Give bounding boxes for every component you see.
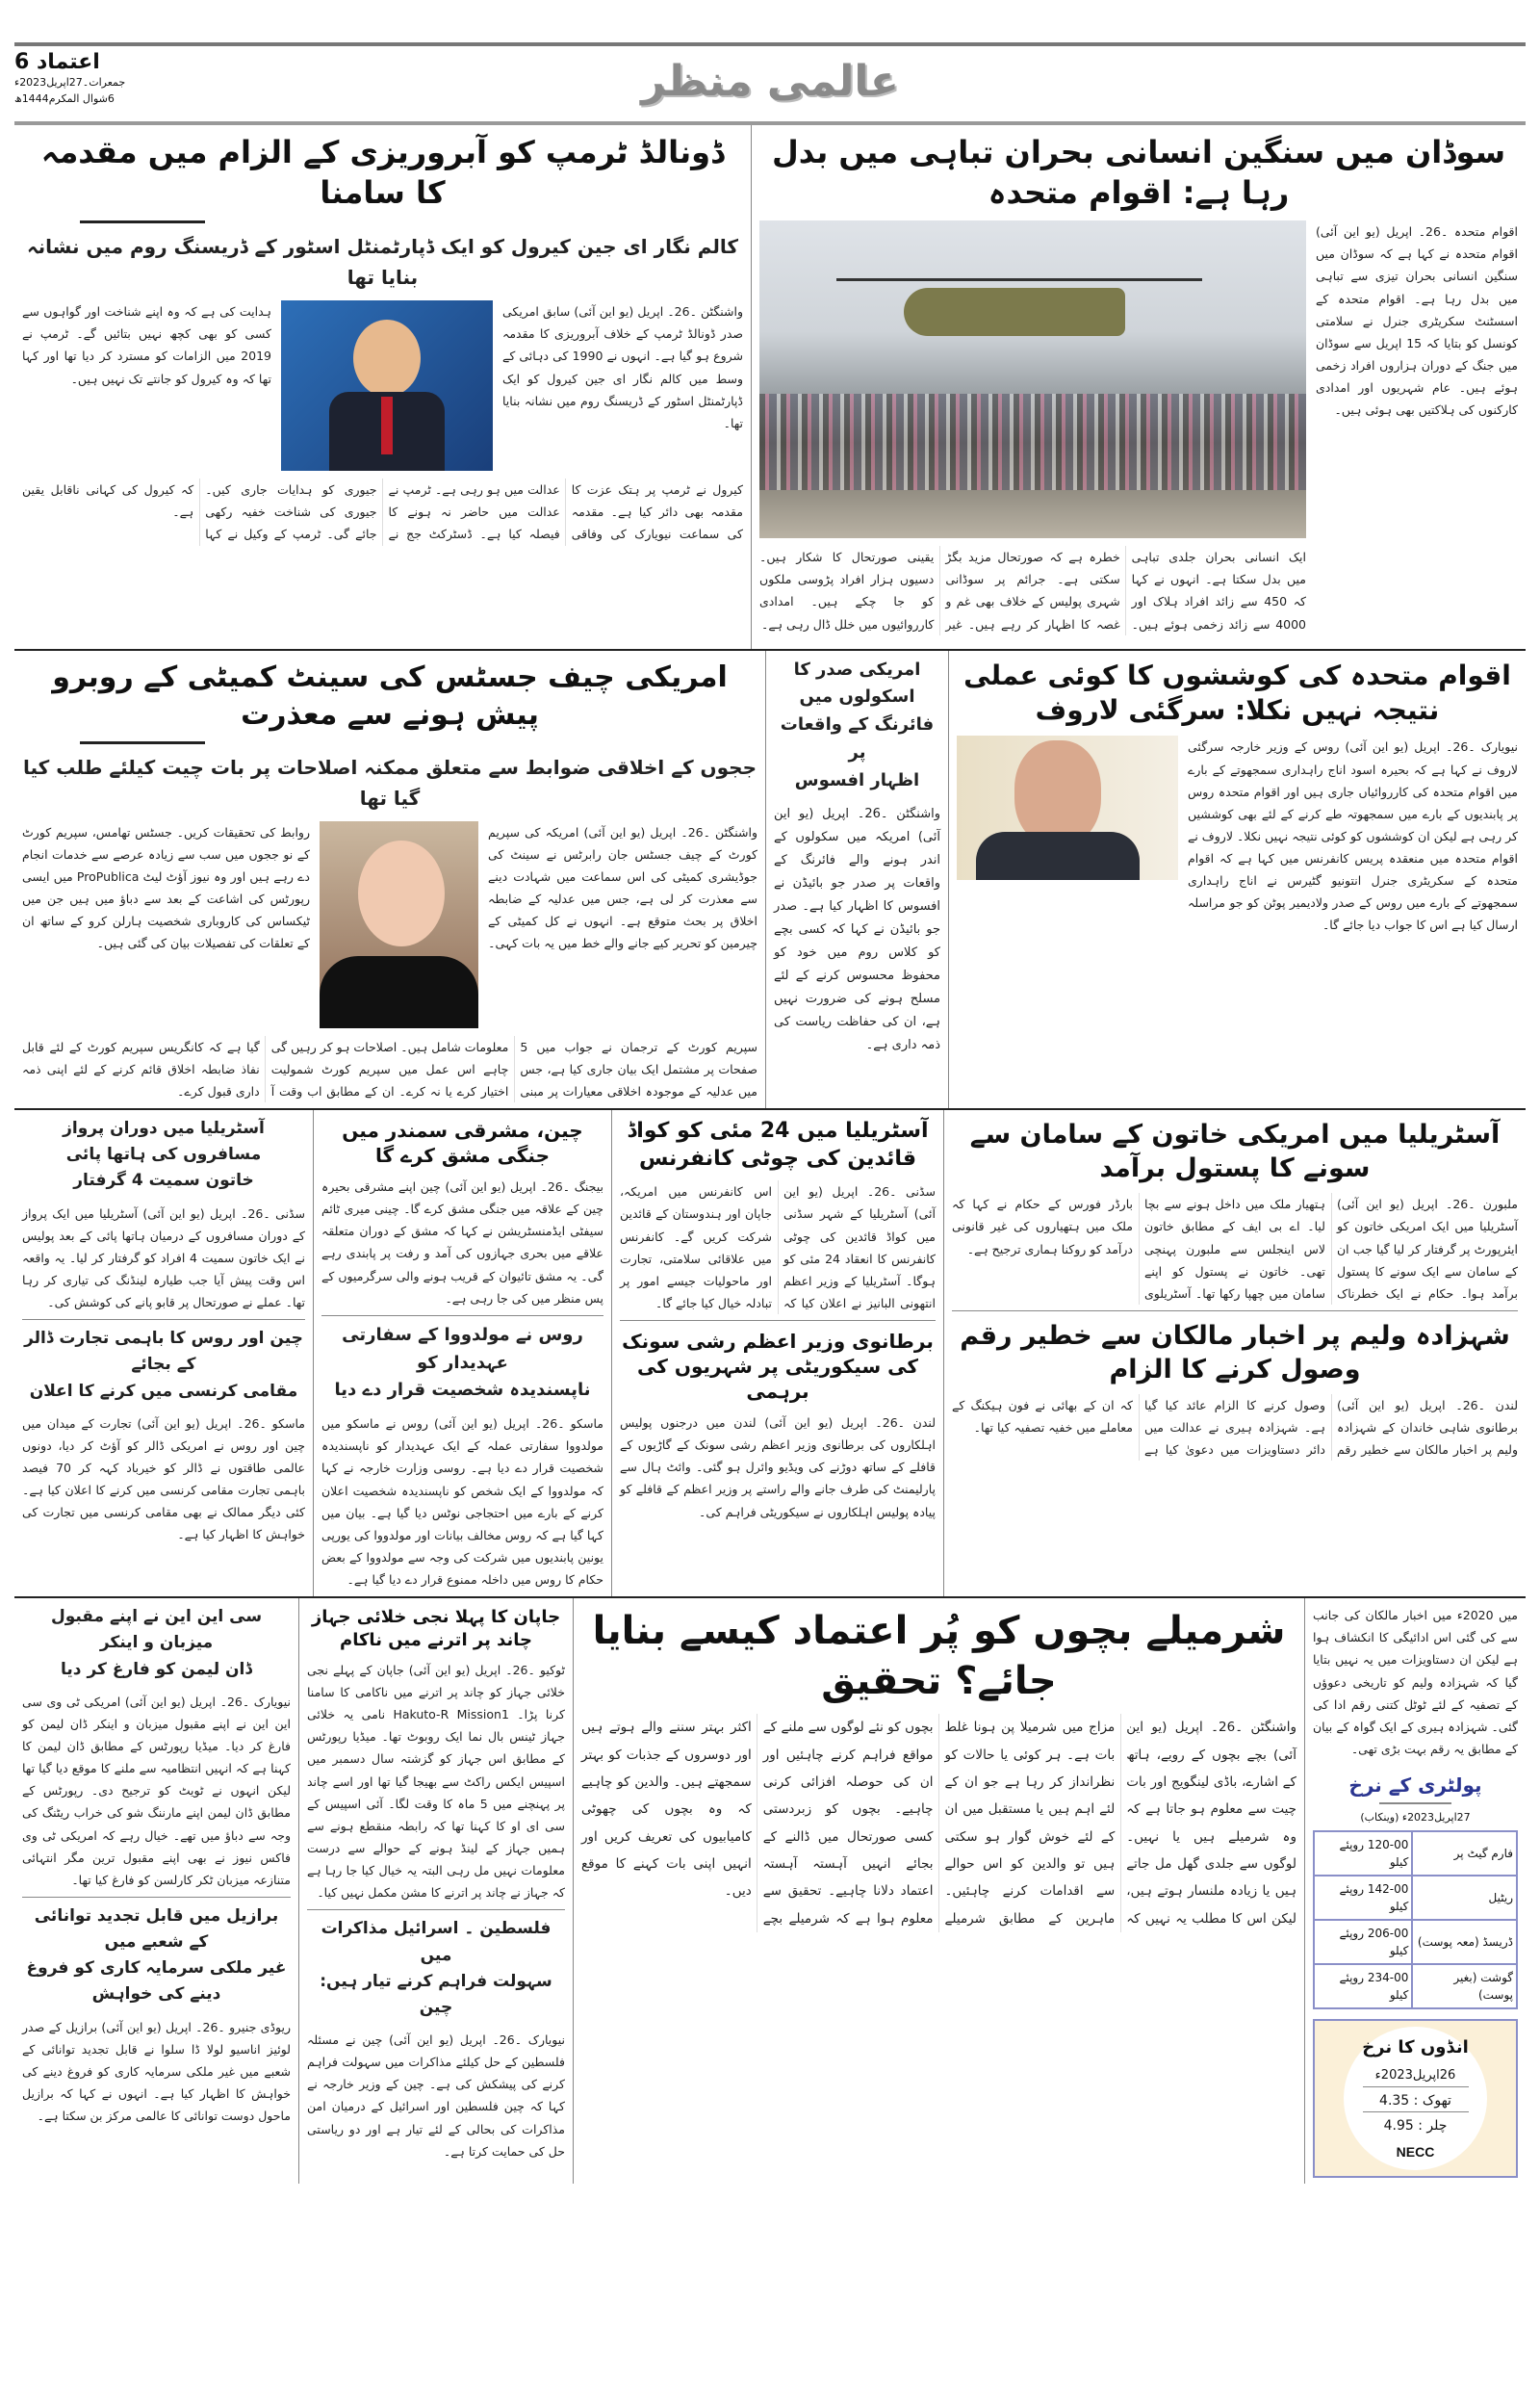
palestine-headline [307,1916,565,2021]
school-shooting-story [765,651,948,1108]
sudan-headline: سوڈان میں سنگین انسانی بحران تباہی میں بدل رہا ہے: اقوام متحدہ [771,134,1506,211]
paper-name: اعتماد [36,50,100,74]
shy-children-story [573,1598,1304,2184]
japan-moon-headline: جاپان کا پہلا نجی خلائی جہاز چاند پر اترنے میں ناکام [311,1607,561,1650]
sudan-body-side: اقوام متحدہ ۔26۔ اپریل (یو این آئی) اقوام متحدہ نے کہا ہے کہ سوڈان میں سنگین انسانی بحران تیزی سے تباہی میں بدل رہا ہے۔ اقوام متحدہ کے اسسٹنٹ سکریٹری جنرل نے سلامتی کونسل کو بتایا کہ 15 اپریل سے سوڈان میں جنگ کے دوران ہزاروں افراد زخمی ہوئے ہیں۔ عام شہریوں اور امدادی کارکنوں کی ہلاکتیں بھی ہوئی ہیں۔ [1316,224,1518,418]
brazil-headline [22,1903,291,2008]
japan-moon-story [307,1606,565,1903]
chief-justice-subhead: ججوں کے اخلاقی ضوابط سے متعلق ممکنہ اصلاحات پر بات چیت کیلئے طلب کیا گیا تھا [23,755,757,810]
retail-price: 4.95 [1383,2118,1414,2135]
row-top [14,125,1526,651]
trump-body-right: واشنگٹن ۔26۔ اپریل (یو این آئی) سابق امریکی صدر ڈونالڈ ٹرمپ کے خلاف آبروریزی کا مقدمہ شروع ہو گیا ہے۔ انہوں نے 1990 کی دہائی کے وسط میں کالم نگار ای جین کیرول کو ایک ڈپارٹمنٹل اسٹور کے ڈریسنگ روم میں نشانہ بنایا تھا۔ [502,304,743,430]
sudan-layout [759,220,1518,635]
palestine-body: نیویارک ۔26۔ اپریل (یو این آئی) چین نے مسئلہ فلسطین کے حل کیلئے مذاکرات میں سہولت فراہم کرنے کی پیشکش کی ہے۔ چین کے وزیر خارجہ نے کہا کہ چین فلسطین اور اسرائیل کے درمیان امن مذاکرات کی بحالی کے لئے تیار ہے اور دو ریاستی حل کی حمایت کرتا ہے۔ [307,2032,565,2159]
quad-sunak-column [611,1110,943,1596]
wholesale-rate: تھوک : 4.35 [1363,2091,1469,2112]
trump-story [14,125,751,649]
egg-rates-source: NECC [1396,2144,1435,2161]
headline-line: چین اور روس کا باہمی تجارت ڈالر کے بجائے [24,1329,303,1375]
gold-pistol-story [952,1118,1518,1305]
cnn-headline [22,1604,291,1683]
table-row [1315,1832,1516,1875]
lavrov-story [948,651,1526,1108]
sunak-body: لندن ۔26۔ اپریل (یو این آئی) لندن میں درجنوں پولیس اہلکاروں کی برطانوی وزیر اعظم رشی سونک کے گاڑیوں کے قافلے کے ساتھ دوڑنے کی ویڈیو وائرل ہو گئی۔ وائٹ ہال سے پارلیمنٹ کی طرف جانے والے راستے پر وزیر اعظم کے قافلے کو پیادہ پولیس اہلکاروں نے سیکوریٹی فراہم کی۔ [620,1415,937,1519]
masthead-left [14,50,178,107]
australia-flight-story [22,1116,305,1313]
poultry-rates-box [1313,1772,1518,2009]
price: 234-00 روپئے کیلو [1315,1965,1411,2007]
price: 142-00 روپئے کیلو [1315,1876,1411,1919]
sunak-story [620,1320,936,1523]
william-body: لندن ۔26۔ اپریل (یو این آئی) برطانوی شاہی خاندان کے شہزادہ ولیم پر اخبار مالکان سے خطیر رقم وصول کرنے کا الزام عائد کیا گیا ہے۔ شہزادہ ہیری نے عدالت میں دائر دستاویزات میں دعویٰ کیا ہے کہ ان کے بھائی نے فون ہیکنگ کے معاملے میں خفیہ تصفیہ کیا تھا۔ [952,1398,1518,1458]
chief-justice-body-right: واشنگٹن ۔26۔ اپریل (یو این آئی) امریکہ کی سپریم کورٹ کے چیف جسٹس جان رابرٹس نے سینٹ کی جوڈیشری کمیٹی کی اس سماعت میں شہادت دینے سے معذرت کر لی ہے، جس میں عدلیہ کے ضابطہ اخلاق پر بحث متوقع ہے۔ انہوں نے کل کمیٹی کے چیرمین کو تحریر کیے جانے والے خط میں یہ بات کہی۔ [488,824,757,951]
headline-line: امریکی صدر کا اسکولوں میں [793,659,921,708]
lavrov-photo [957,736,1178,880]
chief-justice-body-bottom: سپریم کورٹ کے ترجمان نے جواب میں 5 صفحات پر مشتمل ایک بیان جاری کیا ہے، جس میں عدلیہ کے موجودہ اخلاقی معیارات پر مبنی معلومات شامل ہیں۔ اصلاحات ہو کر رہیں گی چاہے اس عمل میں سپریم کورٹ شمولیت اختیار کرے یا نہ کرے۔ ان کے مطابق اب وقت آ گیا ہے کہ کانگریس سپریم کورٹ کے لئے قابل نفاذ ضابطہ اخلاق قائم کرنے کے لئے اپنی ذمہ داری قبول کرے۔ [22,1039,757,1099]
retail-label: چلر [1426,2118,1448,2135]
headline-line: اظہار افسوس [794,769,920,790]
egg-rates-box [1313,2019,1518,2179]
headline-line: فلسطین ۔ اسرائیل مذاکرات میں [321,1919,552,1965]
table-row [1315,1921,1516,1963]
headline-line: آسٹریلیا میں دوران پرواز مسافروں کی ہاتھا پائی [63,1119,265,1165]
headline-line: سی این این نے اپنے مقبول میزبان و اینکر [50,1607,263,1653]
item: ریٹیل [1413,1876,1516,1919]
china-drill-headline: چین، مشرقی سمندر میں جنگی مشق کرے گا [342,1119,583,1168]
chief-justice-body-left: روابط کی تحقیقات کریں۔ جسٹس تھامس، سپریم کورٹ کے نو ججوں میں سب سے زیادہ عرصے سے خدمات انجام دے رہے ہیں اور وہ نیوز آؤٹ لیٹ ProPublica میں ایسی رپورٹس کی اشاعت کے بعد سے دباؤ میں ہیں جن میں ٹیکساس کی کاروباری شخصیت ہارلن کرو کے ساتھ ان کے تعلقات کی تفصیلات بیان کی گئی ہیں۔ [22,824,311,951]
william-body-continued: میں 2020ء میں اخبار مالکان کی جانب سے کی گئی اس ادائیگی کا انکشاف ہوا ہے لیکن ان دستاویزات میں یہ نہیں بتایا گیا کہ شہزادہ ولیم کو تاریخی دعوؤں کے تصفیہ کے لئے ٹوٹل کتنی رقم ادا کی گئی۔ شہزادہ ہیری کے ایک گواہ کے بیان کے مطابق یہ رقم بہت بڑی تھی۔ [1313,1608,1518,1756]
headline-line: روس نے مولدووا کے سفارتی عہدیدار کو [342,1324,583,1373]
headline-line: برازیل میں قابل تجدید توانائی کے شعبے میں [34,1905,279,1953]
moldova-story [321,1315,603,1591]
china-moldova-column [313,1110,611,1596]
title-underline [1379,1802,1451,1804]
brazil-story [22,1897,291,2127]
sudan-evacuation-photo [759,220,1306,538]
item: ڈریسڈ (معہ پوست) [1413,1921,1516,1963]
wholesale-label: تھوک [1422,2093,1451,2109]
lavrov-body: نیویارک ۔26۔ اپریل (یو این آئی) روس کے وزیر خارجہ سرگئی لاروف نے کہا ہے کہ بحیرہ اسود اناج راہداری سمجھوتے کے بارے میں اقوام متحدہ کی کارروائیاں جاری ہیں اور اقوام متحدہ روس پر پابندیوں کے بارے میں سمجھوتہ طے کرنے کے لئے بھی کوششیں کر رہی ہے لیکن ان کوششوں کو کوئی نتیجہ نہیں نکلا۔ لاروف نے اقوام متحدہ میں منعقدہ پریس کانفرنس میں کہا ہے کہ اقوام متحدہ کے سکریٹری جنرل انتونیو گٹیرس نے اناج راہداری سمجھوتے کے بارے میں روس کے صدر ولادیمیر پوٹن کو جو مراسلہ ارسال کیا ہے اس کا جواب دیا جائے گا۔ [1188,739,1518,933]
william-story [952,1310,1518,1462]
headline-line: خاتون سمیت 4 گرفتار [73,1171,254,1191]
china-drill-body: بیجنگ ۔26۔ اپریل (یو این آئی) چین اپنے مشرقی بحیرہ چین کے علاقہ میں جنگی مشق کرے گا۔ چینی میری ٹائم سیفٹی ایڈمنسٹریشن نے کہا کہ مشق کے دوران متعلقہ علاقے میں بحری جہازوں کی آمد و رفت پر پابندی رہے گی۔ یہ مشق تائیوان کے قریب ہونے والی سرگرمیوں کے پس منظر میں کی جا رہی ہے۔ [321,1179,603,1306]
china-drill-story [321,1118,603,1309]
trump-subhead: کالم نگار ای جین کیرول کو ایک ڈپارٹمنٹل اسٹور کے ڈریسنگ روم میں نشانہ بنایا تھا [26,235,739,290]
chief-justice-layout [22,821,757,1028]
brazil-body: ریوڈی جنیرو ۔26۔ اپریل (یو این آئی) برازیل کے صدر لوئیز اناسیو لولا ڈا سلوا نے قابل تجدید توانائی کے شعبے میں غیر ملکی سرمایہ کاری کو فروغ دینے کی خواہش کا اظہار کیا ہے۔ انہوں نے کہا کہ برازیل ماحول دوست توانائی کا عالمی مرکز بن سکتا ہے۔ [22,2019,291,2124]
right-stack [943,1110,1526,1596]
moldova-headline [321,1322,603,1405]
trump-photo [281,300,493,471]
school-shooting-body: واشنگٹن ۔26۔ اپریل (یو این آئی) امریکہ میں سکولوں کے اندر ہونے والے فائرنگ کے واقعات پر صدر جو بائیڈن نے افسوس کا اظہار کیا ہے۔ صدر جو بائیڈن نے کہا کہ کسی بچے کو کلاس روم میں خود کو محفوظ محسوس کرنے کے لئے مسلح ہونے کی ضرورت نہیں ہے، ان کی حفاظت ریاست کی ذمہ داری ہے۔ [774,806,941,1053]
newspaper-page [14,0,1526,2184]
table-row [1315,1876,1516,1919]
quad-conference-headline: آسٹریلیا میں 24 مئی کو کواڈ قائدین کی چوٹی کانفرنس [627,1119,929,1171]
egg-rates-title: انڈوں کا نرخ [1362,2036,1469,2058]
row-third [14,1110,1526,1598]
quad-conference-body: سڈنی ۔26۔ اپریل (یو این آئی) آسٹریلیا کے شہر سڈنی میں کواڈ قائدین کی چوٹی کانفرنس کا انعقاد 24 مئی کو ہوگا۔ آسٹریلیا کے وزیر اعظم انتھونی البانیز نے اعلان کیا کہ اس کانفرنس میں امریکہ، جاپان اور ہندوستان کے قائدین شرکت کریں گے۔ کانفرنس میں علاقائی سلامتی، تجارت اور ماحولیات جیسے امور پر تبادلہ خیال کیا جائے گا۔ [620,1184,936,1310]
row-bottom [14,1598,1526,2184]
right-rail [1304,1598,1526,2184]
china-russia-trade-story [22,1319,305,1545]
australia-trade-column [14,1110,313,1596]
school-shooting-headline [774,657,940,795]
headline-underline [80,220,205,223]
table-row [1315,1965,1516,2007]
cnn-story [22,1604,291,1891]
shy-children-headline: شرمیلے بچوں کو پُر اعتماد کیسے بنایا جائے؟ تحقیق [592,1609,1286,1704]
gold-pistol-headline: آسٹریلیا میں امریکی خاتون کے سامان سے سونے کا پستول برآمد [969,1120,1501,1184]
headline-line: غیر ملکی سرمایہ کاری کو فروغ دینے کی خواہش [26,1958,287,2005]
palestine-story [307,1909,565,2162]
sunak-headline: برطانوی وزیر اعظم رشی سونک کی سیکوریٹی پر شہریوں کی برہمی [622,1330,934,1403]
poultry-rates-date: 27اپریل2023ء (وینکاب) [1360,1811,1471,1825]
row-second [14,651,1526,1110]
poultry-rates-title: پولٹری کے نرخ [1348,1773,1482,1798]
headline-line: مقامی کرنسی میں کرنے کا اعلان [29,1381,298,1401]
item: فارم گیٹ پر [1413,1832,1516,1875]
headline-line: ڈان لیمن کو فارغ کر دیا [61,1659,252,1679]
moldova-body: ماسکو ۔26۔ اپریل (یو این آئی) روس نے ماسکو میں مولدووا سفارتی عملہ کے ایک عہدیدار کو ناپسندیدہ شخصیت قرار دے دیا ہے۔ روسی وزارت خارجہ نے کہا کہ مولدووا کے ایک شخص کو ناپسندیدہ شخصیت اعلان کرنے کے بارے میں احتجاجی نوٹس دیا گیا ہے۔ بیان میں کہا گیا ہے کہ روس مخالف بیانات اور مولدووا کی یورپی یونین پابندیوں میں شرکت کی وجہ سے مولدووا کے بعض حکام کا روس میں داخلہ ممنوع قرار دے دیا گیا ہے۔ [321,1416,603,1588]
china-russia-trade-headline [22,1326,305,1405]
price: 206-00 روپئے کیلو [1315,1921,1411,1963]
gold-pistol-body: ملبورن ۔26۔ اپریل (یو این آئی) آسٹریلیا میں ایک امریکی خاتون کو ایئرپورٹ پر گرفتار کر لیا گیا جب ان کے سامان سے ایک سونے کا پستول برآمد ہوا۔ حکام نے ایک خطرناک ہتھیار ملک میں داخل ہونے سے بچا لیا۔ اے بی ایف کے مطابق خاتون لاس اینجلس سے ملبورن پہنچی تھی۔ خاتون نے پستول کو اپنے سامان میں چھپا رکھا تھا۔ آسٹریلوی بارڈر فورس کے حکام نے کہا کہ ملک میں ہتھیاروں کی غیر قانونی درآمد کو روکنا ہماری ترجیح ہے۔ [952,1197,1519,1301]
chief-justice-headline: امریکی چیف جسٹس کی سینٹ کمیٹی کے روبرو پیش ہونے سے معذرت [52,660,728,732]
price: 120-00 روپئے کیلو [1315,1832,1411,1875]
page-number: 6 [14,50,30,74]
sudan-body-bottom: ایک انسانی بحران جلدی تباہی میں بدل سکتا ہے۔ انہوں نے کہا کہ 450 سے زائد افراد ہلاک اور 4000 سے زائد زخمی ہوئے ہیں۔ خطرہ ہے کہ صورتحال مزید بگڑ سکتی ہے۔ جرائم پر سوڈانی شہری پولیس کے خلاف بھی غم و غصہ کا اظہار کر رہے ہیں۔ غیر یقینی صورتحال کا شکار ہیں۔ دسیوں ہزار افراد پڑوسی ملکوں کو جا چکے ہیں۔ امدادی کارروائیوں میں خلل ڈال رہی ہے۔ [759,550,1306,632]
date-gregorian: جمعرات۔27اپریل2023ء [14,76,126,90]
trump-headline: ڈونالڈ ٹرمپ کو آبروریزی کے الزام میں مقدمہ کا سامنا [40,134,725,211]
date-hijri: 6شوال المکرم1444ھ [14,91,115,105]
australia-flight-body: سڈنی ۔26۔ اپریل (یو این آئی) آسٹریلیا میں ایک پرواز کے دوران مسافروں کے درمیان ہاتھا پائی کے بعد پولیس نے ایک خاتون سمیت 4 افراد کو گرفتار کر لیا۔ یہ واقعہ اس وقت پیش آیا جب طیارہ لینڈنگ کی تیاری کر رہا تھا۔ عملے نے صورتحال پر قابو پانے کی کوشش کی۔ [22,1205,306,1310]
sudan-story [751,125,1526,649]
william-headline: شہزادہ ولیم پر اخبار مالکان سے خطیر رقم وصول کرنے کا الزام [960,1320,1510,1385]
japan-moon-body: ٹوکیو ۔26۔ اپریل (یو این آئی) جاپان کے پہلے نجی خلائی جہاز کو چاند پر اترنے میں ناکامی کا سامنا کرنا پڑا۔ Hakuto-R Mission1 نامی یہ خلائی جہاز ٹینس بال نما ایک روبوٹ تھا۔ میڈیا رپورٹس کے مطابق اس جہاز کو گزشتہ سال دسمبر میں اسپیس ایکس راکٹ سے بھیجا گیا تھا اور اسے چاند پر پہنچنے میں 5 ماہ کا وقت لگا۔ آئی اسپیس کے سی ای او کا کہنا تھا کہ رابطہ منقطع ہونے سے ہمیں جہاز کے لینڈ ہونے کے حوالے سے درست معلومات نہیں مل رہی البتہ یہ خیال کیا جا رہا ہے کہ جہاز نے چاند پر اترنے کا مشن مکمل نہیں کیا۔ [307,1662,565,1901]
sudan-main [759,220,1306,635]
headline-line: ناپسندیدہ شخصیت قرار دے دیا [334,1380,591,1401]
trump-body-bottom: کیرول نے ٹرمپ پر ہتک عزت کا مقدمہ بھی دائر کیا ہے۔ مقدمہ کی سماعت نیویارک کی وفاقی عدالت میں ہو رہی ہے۔ ٹرمپ نے عدالت میں حاضر نہ ہونے کا فیصلہ کیا ہے۔ ڈسٹرکٹ جج نے جیوری کو ہدایات جاری کیں۔ جیوری کی شناخت خفیہ رکھی جائے گی۔ ٹرمپ کے وکیل نے کہا کہ کیرول کی کہانی ناقابل یقین ہے۔ [22,482,743,542]
headline-underline [80,741,205,744]
japan-palestine-column [298,1598,573,2184]
section-title: عالمی منظر [641,57,899,106]
item: گوشت (بغیر پوست) [1413,1965,1516,2007]
headline-line: سہولت فراہم کرنے تیار ہیں: چین [320,1971,552,2017]
trump-body-left: ہدایت کی ہے کہ وہ اپنے شناخت اور گواہوں سے کسی کو بھی کچھ نہیں بتائیں گے۔ ٹرمپ نے 2019 میں الزامات کو مسترد کر دیا تھا اور کہا تھا کہ وہ کیرول کو جانتے تک نہیں ہیں۔ [22,304,271,386]
lavrov-layout [957,736,1518,936]
masthead [14,42,1526,125]
poultry-rates-table [1313,1830,1518,2009]
chief-justice-story [14,651,765,1108]
quad-conference-story [620,1118,936,1314]
egg-rates-date: 26اپریل2023ء [1363,2066,1469,2088]
wholesale-price: 4.35 [1379,2093,1410,2109]
china-russia-trade-body: ماسکو ۔26۔ اپریل (یو این آئی) تجارت کے میدان میں چین اور روس نے امریکی ڈالر کو آؤٹ کر دیا، دونوں عالمی طاقتوں نے ڈالر کو خیرباد کہہ کر 70 فیصد باہمی تجارت مقامی کرنسی میں کرنے کا اعلان کیا ہے۔ کئی دیگر ممالک نے بھی مقامی کرنسی میں تجارت کی خواہش کا اظہار کیا ہے۔ [22,1415,305,1542]
australia-flight-headline [22,1116,305,1195]
shy-children-body: واشنگٹن ۔26۔ اپریل (یو این آئی) بچے بچوں کے رویے، ہاتھ کے اشارے، باڈی لینگویج اور بات چیت سے معلوم ہو جاتا ہے کہ وہ شرمیلے ہیں یا نہیں۔ لوگوں سے جلدی گھل مل جاتے ہیں یا زیادہ ملنسار ہوتے ہیں، لیکن اس کا مطلب یہ نہیں کہ مزاج میں شرمیلا پن ہونا غلط بات ہے۔ ہر کوئی یا حالات کو نظرانداز کر رہا ہے جو ان کے لئے اہم ہیں یا مستقبل میں ان کے لئے خوش گوار ہو سکتی ہیں تو والدین کو اس حوالے سے اقدامات کرنے چاہئیں۔ ماہرین کے مطابق شرمیلے بچوں کو نئے لوگوں سے ملنے کے مواقع فراہم کرنے چاہئیں اور ان کی حوصلہ افزائی کرنی چاہیے۔ بچوں کو زبردستی کسی صورتحال میں ڈالنے کے بجائے انہیں آہستہ آہستہ اعتماد دلانا چاہیے۔ تحقیق سے معلوم ہوا ہے کہ شرمیلے بچے اکثر بہتر سننے والے ہوتے ہیں اور دوسروں کے جذبات کو بہتر سمجھتے ہیں۔ والدین کو چاہیے کہ وہ بچوں کی چھوٹی کامیابیوں کی تعریف کریں اور انہیں اپنی بات کہنے کا موقع دیں۔ [581,1720,1296,1927]
retail-rate: چلر : 4.95 [1383,2118,1448,2135]
headline-line: فائرنگ کے واقعات پر [780,714,935,764]
cnn-brazil-column [14,1598,298,2184]
trump-layout [22,300,743,471]
lavrov-headline: اقوام متحدہ کی کوششوں کا کوئی عملی نتیجہ نہیں نکلا: سرگئی لاروف [963,659,1511,727]
chief-justice-photo [320,821,478,1028]
cnn-body: نیویارک ۔26۔ اپریل (یو این آئی) امریکی ٹی وی سی این این نے اپنے مقبول میزبان و اینکر ڈان لیمن کو فارغ کر دیا۔ میڈیا رپورٹس کے مطابق ڈان لیمن کا کہنا ہے کہ انہیں انتظامیہ سے ملنے کا موقع دیا گیا تھا لیکن انہوں نے ٹویٹ کو ترجیح دی۔ رپورٹس کے مطابق ڈان لیمن اپنے مارننگ شو کی خراب ریٹنگ کی وجہ سے دباؤ میں تھے۔ خیال رہے کہ امریکی ٹی وی فاکس نیوز نے بھی اپنے مقبول ترین مگر انتہائی متنازعہ میزبان ٹکر کارلسن کو فارغ کیا تھا۔ [22,1694,291,1887]
